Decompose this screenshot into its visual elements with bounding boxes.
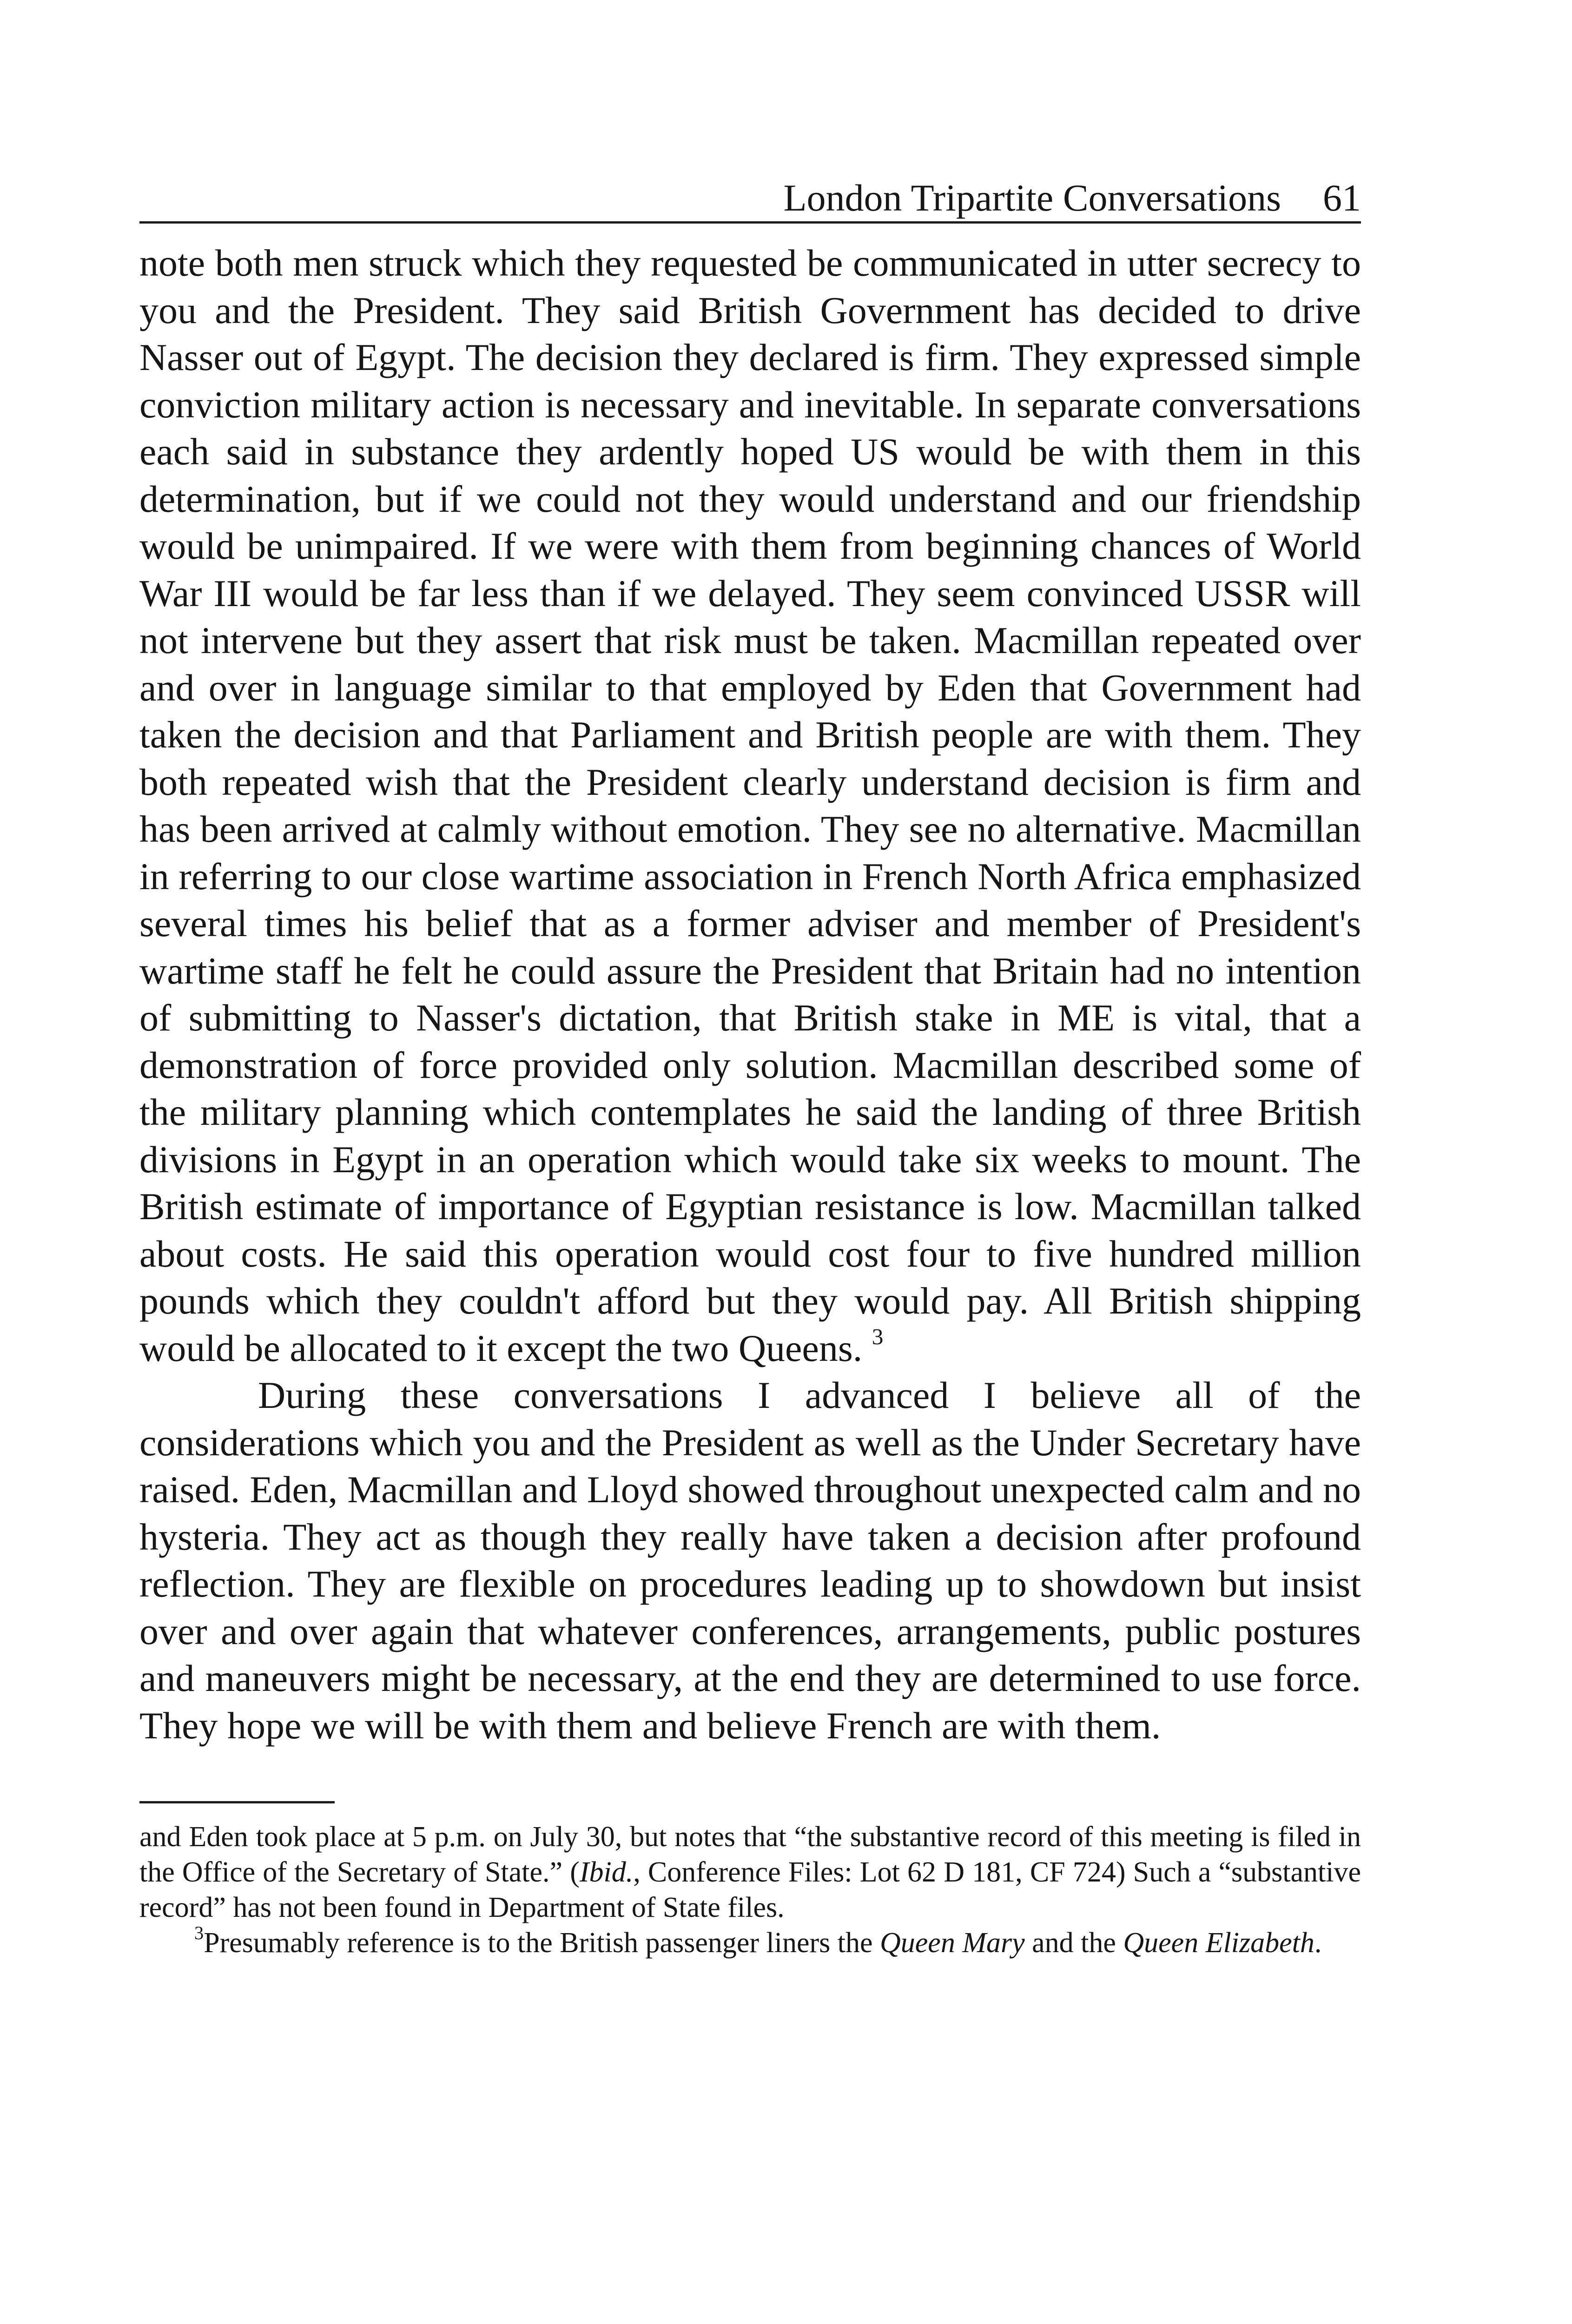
footnote-3-ship-2: Queen Elizabeth <box>1123 1927 1314 1959</box>
running-head-title: London Tripartite Conversations <box>783 177 1281 219</box>
footnote-reference-3: 3 <box>872 1323 884 1349</box>
paragraph-1-text: note both men struck which they requested be communicated in utter secrecy to you and the President. They said British Government has decided to drive Nasser out of Egypt. The decision they declared is firm. They expressed simple conviction military action is necessary and inevitable. In separate conversations each said in substance they ardently hoped US would be with them in this determination, but if we could not they would understand and our friendship would be unimpaired. If we were with them from beginning chances of World War III would be far less than if we delayed. They seem convinced USSR will not intervene but they assert that risk must be taken. Macmillan repeated over and over in language similar to that employed by Eden that Government had taken the decision and that Parliament and British people are with them. They both repeated wish that the President clearly understand decision is firm and has been arrived at calmly without emotion. They see no alternative. Macmillan in referring to our close wartime association in French North Africa emphasized several times his belief that as a former adviser and member of President's wartime staff he felt he could assure the President that Britain had no intention of submitting to Nasser's dictation, that British stake in ME is vital, that a demonstration of force provided only solution. Macmillan described some of the military planning which contemplates he said the landing of three British divisions in Egypt in an operation which would take six weeks to mount. The British estimate of importance of Egyptian resistance is low. Macmillan talked about costs. He said this operation would cost four to five hundred million pounds which they couldn't afford but they would pay. All British shipping would be allocated to it except the two Queens. <box>139 242 1361 1369</box>
body-paragraph <box>139 239 1361 1372</box>
footnote-3-text-b: and the <box>1024 1927 1123 1959</box>
page-number: 61 <box>1323 177 1361 219</box>
footnote-continuation-text-2: , Conference Files: Lot 62 D 181, CF 724) Such a “substantive record” has not been found in Department of State files. <box>139 1856 1361 1923</box>
footnote-continuation <box>139 1819 1361 1925</box>
footnote-ibid: Ibid. <box>579 1856 634 1888</box>
footnote-3-text-a: Presumably reference is to the British passenger liners the <box>204 1927 880 1959</box>
footnotes <box>139 1819 1361 1961</box>
body-text <box>139 239 1361 1749</box>
footnote-continuation-text-1: and Eden took place at 5 p.m. on July 30, but notes that “the substantive record of this meeting is filed in the Office of the Secretary of State.” ( <box>139 1821 1361 1888</box>
body-paragraph: During these conversations I advanced I believe all of the considerations which you and the President as well as the Under Secretary have raised. Eden, Macmillan and Lloyd showed throughout unexpected calm and no hysteria. They act as though they really have taken a decision after profound reflection. They are flexible on procedures leading up to showdown but insist over and over again that whatever conferences, arrangements, public postures and maneuvers might be necessary, at the end they are determined to use force. They hope we will be with them and believe French are with them. <box>139 1374 1361 1747</box>
footnote-3-ship-1: Queen Mary <box>880 1927 1025 1959</box>
running-head <box>139 177 1361 224</box>
footnote-3-text-c: . <box>1314 1927 1322 1959</box>
footnote-3-marker: 3 <box>194 1922 204 1944</box>
document-page <box>139 177 1361 1961</box>
footnote-3 <box>139 1922 1361 1961</box>
footnote-separator <box>139 1801 335 1803</box>
